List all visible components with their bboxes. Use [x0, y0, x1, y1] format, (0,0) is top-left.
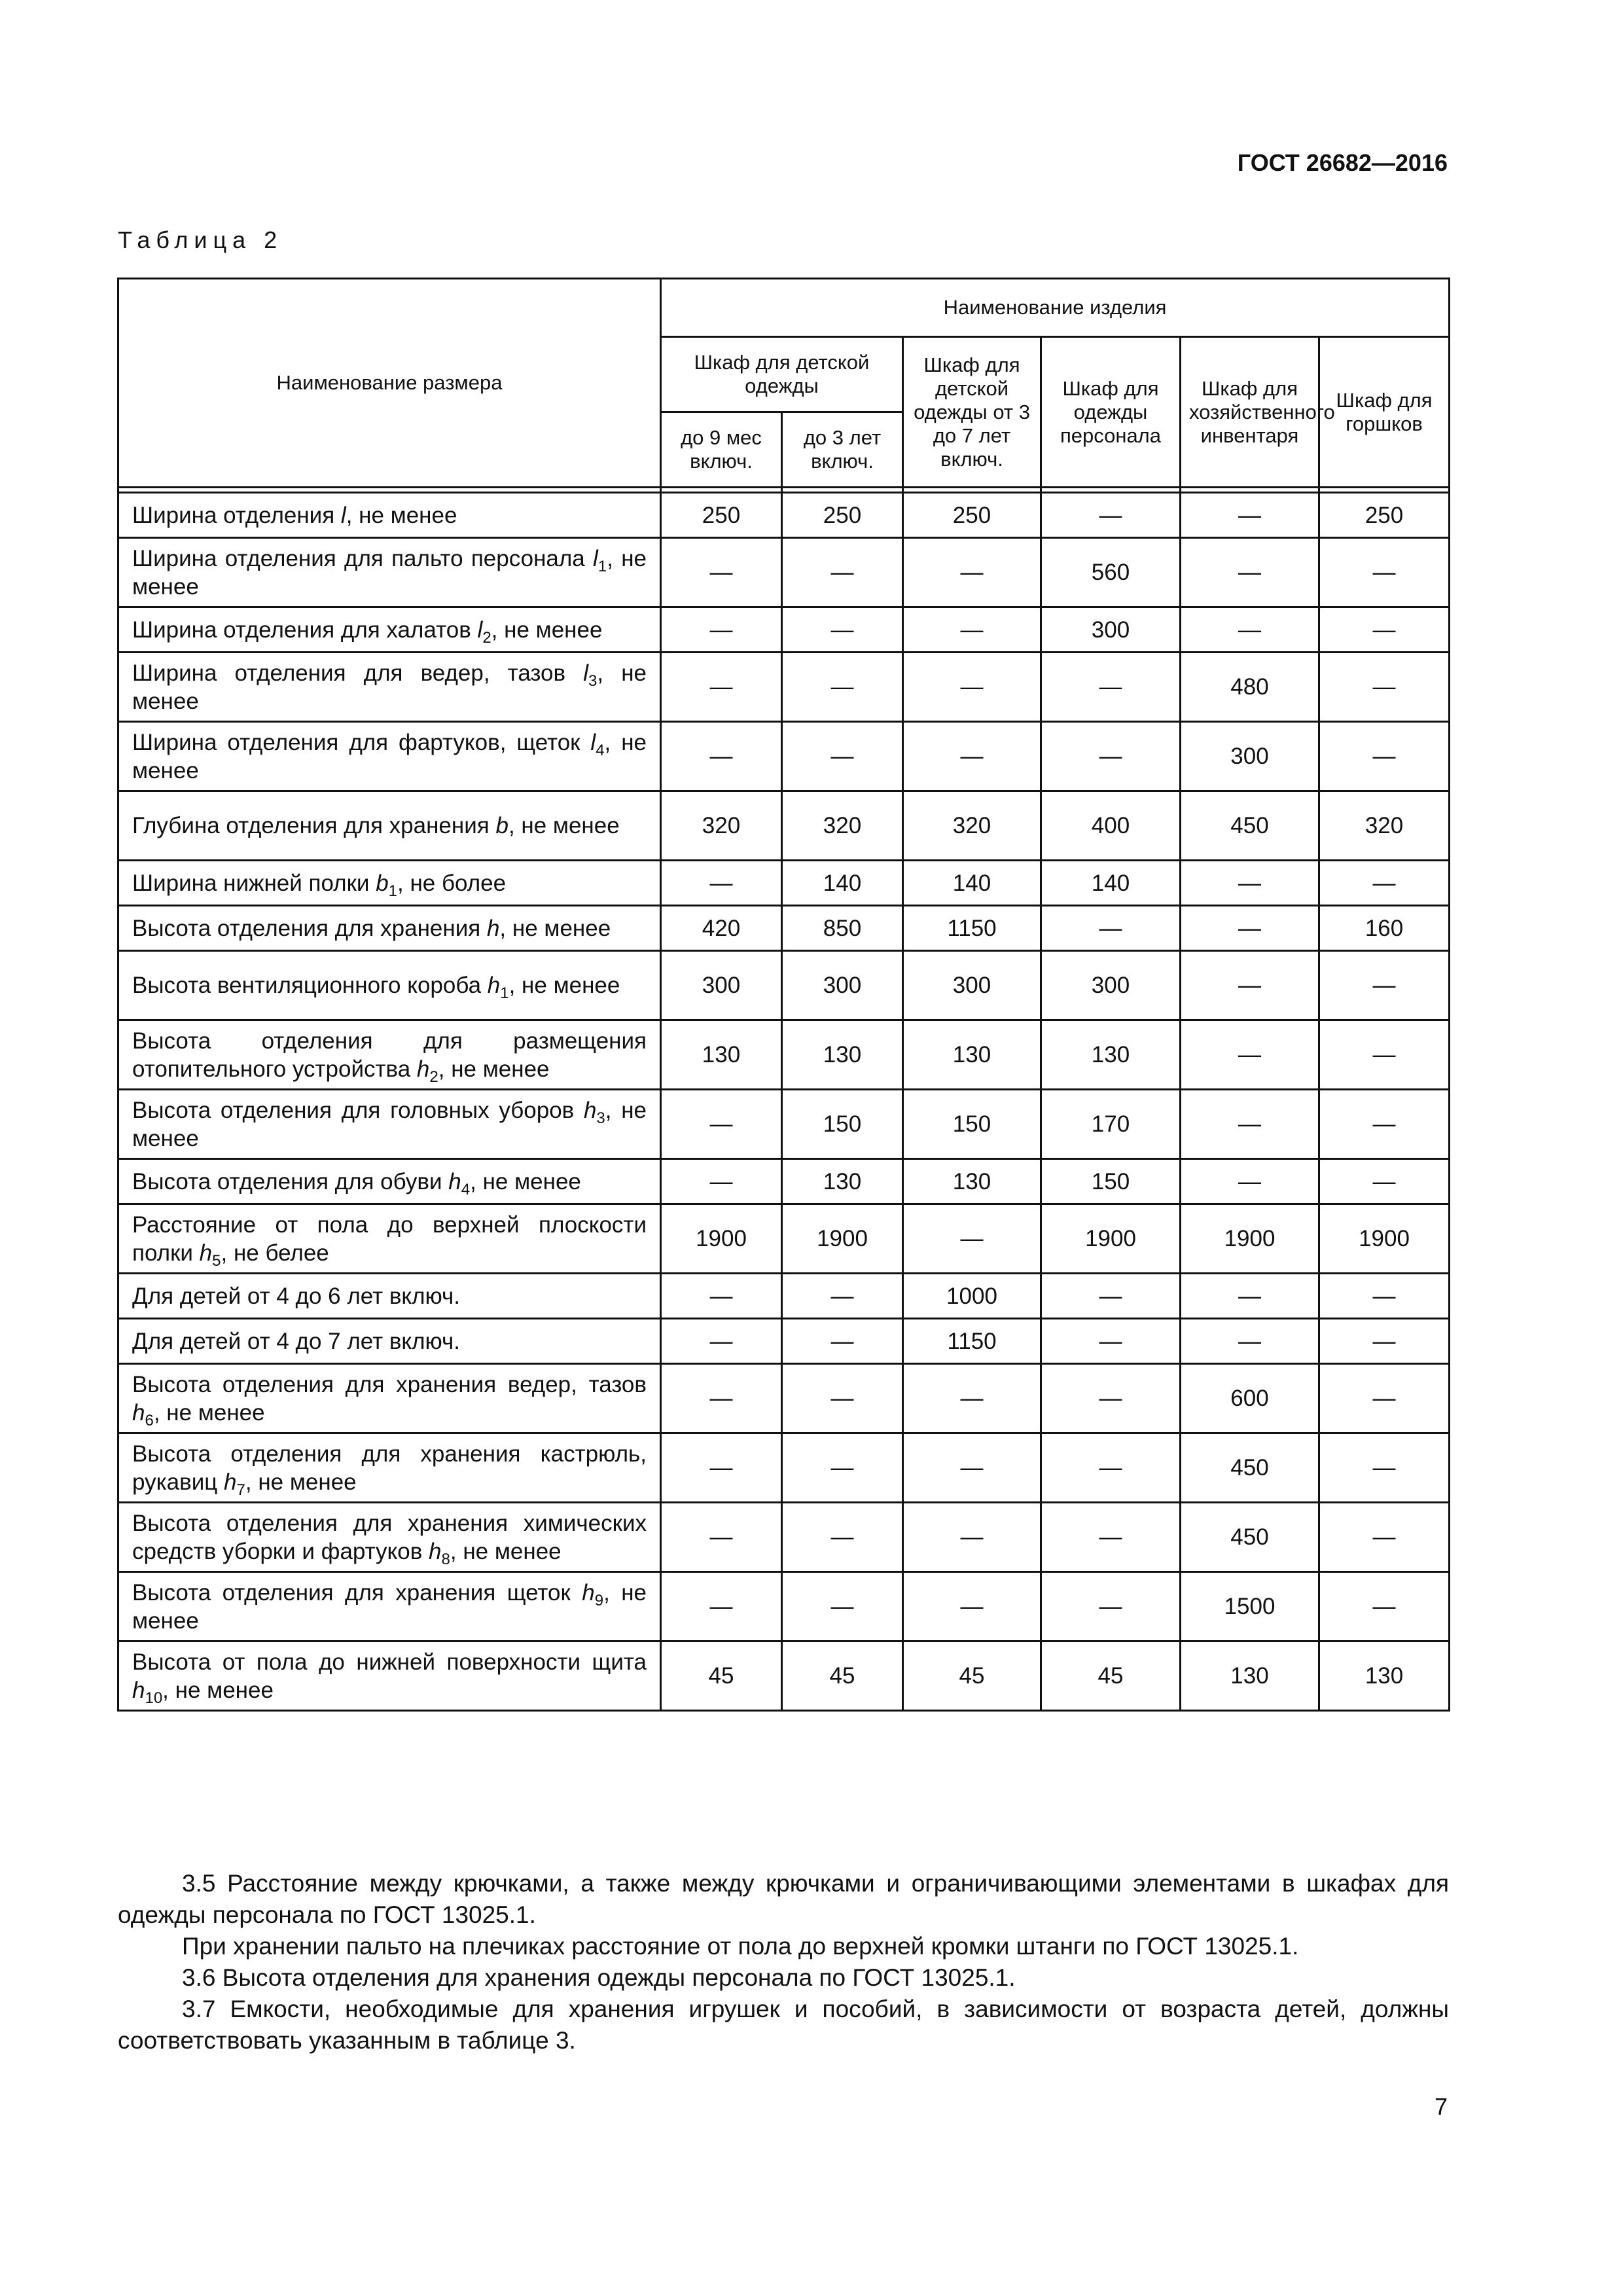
- table-cell-value: 130: [903, 1159, 1041, 1204]
- table-cell-value: —: [782, 1319, 903, 1364]
- table-header: [118, 279, 1450, 488]
- header-up-to-9-months: до 9 мес включ.: [661, 412, 782, 488]
- table-cell-value: —: [661, 1572, 782, 1641]
- row-name-text: Расстояние от пола до верхней плоскости полки: [132, 1211, 647, 1266]
- table-cell-value: —: [1319, 951, 1450, 1020]
- row-name-suffix: , не более: [397, 870, 507, 896]
- table-cell-value: 320: [1319, 791, 1450, 861]
- table-row: [118, 607, 1450, 653]
- row-name-text: Для детей от 4 до 7 лет включ.: [132, 1328, 460, 1354]
- row-variable: l: [477, 617, 483, 643]
- table-cell-value: —: [782, 1572, 903, 1641]
- table-cell-value: 130: [903, 1020, 1041, 1090]
- table-row: [118, 1572, 1450, 1641]
- body-text: [118, 1868, 1449, 2056]
- row-name-suffix: , не менее: [499, 915, 611, 941]
- table-cell-value: 45: [661, 1641, 782, 1711]
- row-name-text: Высота отделения для хранения кастрюль, рукавиц: [132, 1441, 647, 1495]
- row-name-suffix: , не белее: [221, 1240, 329, 1266]
- table-row: [118, 1641, 1450, 1711]
- row-name-text: Ширина отделения для пальто персонала: [132, 545, 594, 571]
- row-variable: h: [448, 1168, 461, 1194]
- table-cell-value: 150: [903, 1090, 1041, 1159]
- table-row: [118, 1319, 1450, 1364]
- table-cell-value: 130: [1041, 1020, 1181, 1090]
- table-cell-value: —: [1181, 1090, 1319, 1159]
- dimensions-table-container: [117, 278, 1448, 1712]
- table-cell-value: —: [1319, 1433, 1450, 1503]
- table-cell-value: —: [1041, 1274, 1181, 1319]
- table-row: [118, 1433, 1450, 1503]
- row-dimension-name: [118, 1572, 661, 1641]
- row-name-text: Ширина отделения для халатов: [132, 617, 478, 643]
- table-cell-value: —: [1041, 653, 1181, 722]
- table-cell-value: 130: [782, 1159, 903, 1204]
- table-row: [118, 951, 1450, 1020]
- row-variable: h: [486, 915, 500, 941]
- table-cell-value: 300: [782, 951, 903, 1020]
- row-name-suffix: , не менее: [508, 973, 620, 998]
- table-cell-value: —: [1319, 1090, 1450, 1159]
- table-cell-value: 130: [1319, 1641, 1450, 1711]
- table-cell-value: —: [782, 607, 903, 653]
- row-variable-index: 6: [145, 1411, 154, 1429]
- table-cell-value: 450: [1181, 791, 1319, 861]
- table-cell-value: 250: [782, 493, 903, 538]
- row-name-text: Для детей от 4 до 6 лет включ.: [132, 1283, 460, 1309]
- table-cell-value: —: [1319, 607, 1450, 653]
- table-cell-value: 300: [1181, 722, 1319, 791]
- table-cell-value: —: [1319, 1572, 1450, 1641]
- table-cell-value: 130: [661, 1020, 782, 1090]
- table-row: [118, 1274, 1450, 1319]
- row-dimension-name: [118, 906, 661, 951]
- table-cell-value: 480: [1181, 653, 1319, 722]
- table-row: [118, 1090, 1450, 1159]
- table-cell-value: —: [1319, 1364, 1450, 1433]
- table-cell-value: —: [1319, 1020, 1450, 1090]
- row-name-suffix: , не менее: [245, 1469, 357, 1495]
- table-cell-value: —: [903, 1433, 1041, 1503]
- table-cell-value: —: [1319, 1274, 1450, 1319]
- row-dimension-name: [118, 1090, 661, 1159]
- table-cell-value: —: [1041, 1572, 1181, 1641]
- row-name-text: Высота вентиляционного короба: [132, 973, 488, 998]
- table-cell-value: —: [1181, 493, 1319, 538]
- table-cell-value: —: [782, 653, 903, 722]
- row-name-text: Ширина нижней полки: [132, 870, 376, 896]
- row-variable-index: 5: [212, 1251, 221, 1270]
- dimensions-table: [117, 278, 1450, 1712]
- table-cell-value: —: [1319, 1319, 1450, 1364]
- table-cell-value: 150: [1041, 1159, 1181, 1204]
- row-variable: l: [593, 545, 598, 571]
- table-cell-value: 45: [782, 1641, 903, 1711]
- table-cell-value: —: [1181, 538, 1319, 607]
- row-variable: h: [487, 973, 501, 998]
- table-cell-value: —: [903, 722, 1041, 791]
- table-cell-value: 1900: [1319, 1204, 1450, 1274]
- row-variable-index: 4: [461, 1180, 471, 1198]
- table-cell-value: 45: [903, 1641, 1041, 1711]
- table-cell-value: —: [903, 607, 1041, 653]
- table-cell-value: —: [903, 538, 1041, 607]
- row-dimension-name: [118, 722, 661, 791]
- row-name-text: Высота от пола до нижней поверхности щита: [132, 1649, 647, 1675]
- table-row: [118, 1364, 1450, 1433]
- header-staff-cabinet: Шкаф для одежды персонала: [1041, 337, 1181, 488]
- table-cell-value: 300: [1041, 951, 1181, 1020]
- row-variable: h: [199, 1240, 213, 1266]
- table-cell-value: 1900: [1181, 1204, 1319, 1274]
- row-name-text: Ширина отделения: [132, 502, 341, 528]
- row-name-suffix: , не менее: [132, 1097, 647, 1151]
- header-up-to-3-years: до 3 лет включ.: [782, 412, 903, 488]
- header-gap: [118, 488, 1450, 493]
- table-row: [118, 1204, 1450, 1274]
- table-cell-value: 420: [661, 906, 782, 951]
- row-dimension-name: [118, 493, 661, 538]
- table-cell-value: 600: [1181, 1364, 1319, 1433]
- row-name-text: Высота отделения для хранения химических средств уборки и фартуков: [132, 1510, 647, 1564]
- row-name-suffix: , не менее: [132, 660, 647, 714]
- table-row: [118, 1020, 1450, 1090]
- table-cell-value: —: [782, 538, 903, 607]
- table-cell-value: —: [1181, 1159, 1319, 1204]
- table-cell-value: —: [1041, 906, 1181, 951]
- table-cell-value: —: [661, 1319, 782, 1364]
- row-dimension-name: [118, 861, 661, 906]
- table-cell-value: —: [661, 861, 782, 906]
- table-cell-value: —: [1181, 1274, 1319, 1319]
- header-children-3-to-7: Шкаф для детской одежды от 3 до 7 лет включ.: [903, 337, 1041, 488]
- table-cell-value: 130: [1181, 1641, 1319, 1711]
- row-dimension-name: [118, 1503, 661, 1572]
- table-cell-value: 250: [1319, 493, 1450, 538]
- table-cell-value: —: [1319, 653, 1450, 722]
- row-variable: h: [583, 1097, 597, 1123]
- row-name-text: Глубина отделения для хранения: [132, 813, 496, 838]
- table-cell-value: —: [903, 1503, 1041, 1572]
- table-cell-value: 300: [903, 951, 1041, 1020]
- row-variable: b: [376, 870, 389, 896]
- header-product-name: Наименование изделия: [661, 279, 1450, 337]
- row-variable: h: [224, 1469, 237, 1495]
- row-variable: l: [583, 660, 588, 686]
- row-variable: h: [429, 1538, 442, 1564]
- table-row: [118, 653, 1450, 722]
- table-cell-value: 1900: [782, 1204, 903, 1274]
- body-paragraph: При хранении пальто на плечиках расстояние от пола до верхней кромки штанги по ГОСТ 13025.1.: [182, 1933, 1299, 1960]
- table-cell-value: —: [661, 722, 782, 791]
- table-cell-value: 320: [661, 791, 782, 861]
- table-cell-value: 1150: [903, 906, 1041, 951]
- table-cell-value: 560: [1041, 538, 1181, 607]
- table-row: [118, 493, 1450, 538]
- row-name-text: Ширина отделения для фартуков, щеток: [132, 729, 591, 755]
- table-cell-value: —: [1319, 1503, 1450, 1572]
- row-variable: h: [582, 1579, 595, 1605]
- table-cell-value: —: [661, 1503, 782, 1572]
- row-variable-index: 9: [594, 1591, 604, 1609]
- row-name-suffix: , не менее: [162, 1677, 274, 1703]
- row-variable-index: 4: [596, 741, 605, 759]
- table-cell-value: 450: [1181, 1503, 1319, 1572]
- table-cell-value: 1000: [903, 1274, 1041, 1319]
- row-dimension-name: [118, 951, 661, 1020]
- table-row: [118, 1503, 1450, 1572]
- row-name-suffix: , не менее: [132, 545, 647, 600]
- row-dimension-name: [118, 1020, 661, 1090]
- page-number: 7: [1434, 2093, 1448, 2120]
- row-dimension-name: [118, 653, 661, 722]
- table-cell-value: 400: [1041, 791, 1181, 861]
- row-name-suffix: , не менее: [508, 813, 620, 838]
- table-cell-value: —: [1041, 1364, 1181, 1433]
- table-cell-value: —: [661, 1090, 782, 1159]
- table-cell-value: 320: [903, 791, 1041, 861]
- table-cell-value: —: [1181, 1319, 1319, 1364]
- row-name-suffix: , не менее: [132, 1579, 647, 1634]
- table-cell-value: 450: [1181, 1433, 1319, 1503]
- table-cell-value: —: [1319, 538, 1450, 607]
- row-name-suffix: , не менее: [153, 1399, 265, 1426]
- row-variable: l: [340, 502, 346, 528]
- body-paragraph: 3.5 Расстояние между крючками, а также между крючками и ограничивающими элементами в шкафах для одежды персонала по ГОСТ 13025.1.: [118, 1870, 1449, 1928]
- table-row: [118, 722, 1450, 791]
- row-variable-index: 1: [500, 984, 509, 1002]
- table-cell-value: 45: [1041, 1641, 1181, 1711]
- table-cell-value: 150: [782, 1090, 903, 1159]
- table-cell-value: 300: [1041, 607, 1181, 653]
- row-dimension-name: [118, 1641, 661, 1711]
- row-dimension-name: [118, 1433, 661, 1503]
- header-dimension-name: Наименование размера: [118, 279, 661, 488]
- row-name-text: Высота отделения для хранения: [132, 915, 487, 941]
- row-name-text: Высота отделения для хранения щеток: [132, 1579, 582, 1605]
- row-name-suffix: , не менее: [491, 617, 603, 643]
- row-variable-index: 8: [441, 1550, 450, 1568]
- row-variable-index: 2: [482, 628, 491, 647]
- row-name-suffix: , не менее: [450, 1538, 562, 1564]
- document-standard-code: ГОСТ 26682—2016: [1237, 149, 1448, 176]
- table-cell-value: —: [1041, 1503, 1181, 1572]
- row-name-text: Высота отделения для головных уборов: [132, 1097, 584, 1123]
- row-dimension-name: [118, 538, 661, 607]
- body-paragraph: 3.6 Высота отделения для хранения одежды персонала по ГОСТ 13025.1.: [182, 1964, 1016, 1991]
- table-cell-value: —: [1181, 906, 1319, 951]
- row-dimension-name: [118, 607, 661, 653]
- table-cell-value: 250: [903, 493, 1041, 538]
- row-dimension-name: [118, 1274, 661, 1319]
- row-name-suffix: , не менее: [470, 1168, 581, 1194]
- row-dimension-name: [118, 1159, 661, 1204]
- table-row: [118, 1159, 1450, 1204]
- table-cell-value: —: [1041, 1319, 1181, 1364]
- row-variable-index: 1: [388, 882, 398, 900]
- row-dimension-name: [118, 791, 661, 861]
- row-variable: h: [416, 1056, 430, 1082]
- table-cell-value: 1900: [1041, 1204, 1181, 1274]
- table-cell-value: —: [1181, 861, 1319, 906]
- table-cell-value: 320: [782, 791, 903, 861]
- table-caption: Таблица 2: [118, 226, 283, 253]
- row-name-text: Высота отделения для хранения ведер, тазов: [132, 1371, 647, 1397]
- table-cell-value: —: [782, 1503, 903, 1572]
- row-variable-index: 7: [236, 1480, 245, 1499]
- table-cell-value: 1500: [1181, 1572, 1319, 1641]
- table-cell-value: —: [661, 1274, 782, 1319]
- table-cell-value: —: [661, 1364, 782, 1433]
- row-variable-index: 10: [145, 1689, 163, 1707]
- table-cell-value: 140: [1041, 861, 1181, 906]
- table-cell-value: 1150: [903, 1319, 1041, 1364]
- table-cell-value: —: [661, 538, 782, 607]
- row-name-suffix: , не менее: [346, 502, 457, 528]
- table-body: [118, 488, 1450, 1711]
- table-cell-value: 130: [782, 1020, 903, 1090]
- table-cell-value: —: [1041, 1433, 1181, 1503]
- row-name-text: Высота отделения для размещения отопительного устройства: [132, 1028, 647, 1082]
- table-cell-value: —: [1319, 861, 1450, 906]
- table-cell-value: —: [1319, 722, 1450, 791]
- row-variable-index: 2: [429, 1067, 438, 1086]
- table-cell-value: —: [1181, 951, 1319, 1020]
- table-cell-value: —: [903, 1204, 1041, 1274]
- row-variable-index: 3: [596, 1109, 605, 1127]
- row-variable: b: [495, 813, 508, 838]
- table-cell-value: —: [1181, 607, 1319, 653]
- table-cell-value: —: [903, 1572, 1041, 1641]
- table-cell-value: —: [782, 1274, 903, 1319]
- row-variable: h: [132, 1677, 145, 1703]
- row-variable: l: [590, 729, 596, 755]
- table-cell-value: 850: [782, 906, 903, 951]
- row-name-text: Высота отделения для обуви: [132, 1168, 449, 1194]
- table-cell-value: 170: [1041, 1090, 1181, 1159]
- table-cell-value: —: [1041, 493, 1181, 538]
- table-row: [118, 906, 1450, 951]
- table-cell-value: —: [782, 1433, 903, 1503]
- table-row: [118, 538, 1450, 607]
- row-name-suffix: , не менее: [132, 729, 647, 783]
- table-cell-value: 1900: [661, 1204, 782, 1274]
- table-cell-value: —: [661, 1159, 782, 1204]
- table-cell-value: —: [782, 1364, 903, 1433]
- table-cell-value: 140: [782, 861, 903, 906]
- body-paragraph: 3.7 Емкости, необходимые для хранения игрушек и пособий, в зависимости от возраста детей, должны соответствовать указанным в таблице 3.: [118, 1996, 1449, 2054]
- table-cell-value: 140: [903, 861, 1041, 906]
- row-dimension-name: [118, 1319, 661, 1364]
- header-household-cabinet: Шкаф для хозяйственного инвентаря: [1181, 337, 1319, 488]
- table-cell-value: 160: [1319, 906, 1450, 951]
- table-cell-value: —: [661, 607, 782, 653]
- table-cell-value: 300: [661, 951, 782, 1020]
- table-cell-value: —: [661, 1433, 782, 1503]
- table-cell-value: —: [903, 653, 1041, 722]
- table-cell-value: —: [903, 1364, 1041, 1433]
- row-variable: h: [132, 1399, 145, 1426]
- row-variable-index: 3: [588, 672, 597, 690]
- header-potty-cabinet: Шкаф для горшков: [1319, 337, 1450, 488]
- header-children-cabinet: Шкаф для детской одежды: [661, 337, 903, 412]
- table-cell-value: —: [661, 653, 782, 722]
- table-cell-value: —: [1181, 1020, 1319, 1090]
- row-name-suffix: , не менее: [438, 1056, 550, 1082]
- table-row: [118, 791, 1450, 861]
- table-cell-value: —: [1041, 722, 1181, 791]
- table-row: [118, 861, 1450, 906]
- row-dimension-name: [118, 1204, 661, 1274]
- row-name-text: Ширина отделения для ведер, тазов: [132, 660, 584, 686]
- row-dimension-name: [118, 1364, 661, 1433]
- table-cell-value: —: [1319, 1159, 1450, 1204]
- table-cell-value: 250: [661, 493, 782, 538]
- row-variable-index: 1: [597, 557, 607, 575]
- table-cell-value: —: [782, 722, 903, 791]
